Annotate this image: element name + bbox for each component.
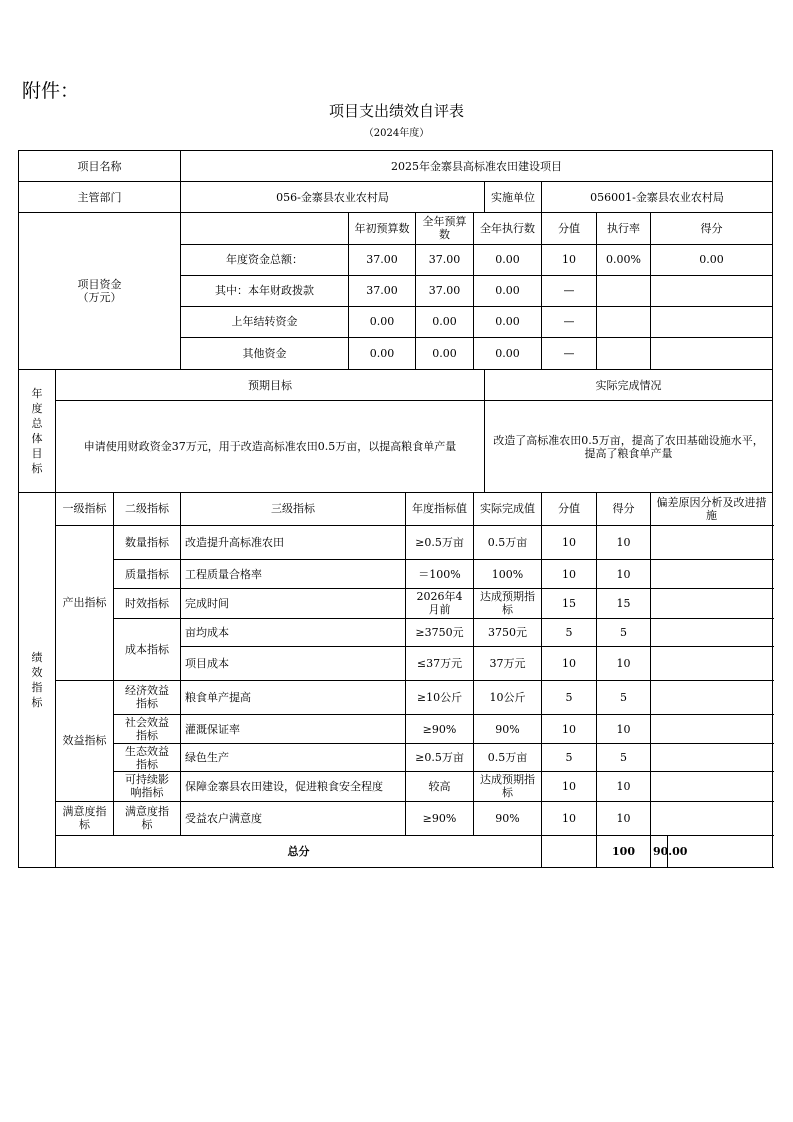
indicator-row [19,618,773,646]
funds-header-initial: 年初预算数 [349,213,416,244]
subgroup-ecological: 生态效益指标 [114,744,181,772]
funds-row-initial: 37.00 [349,244,416,275]
indicator-actual: 10公斤 [474,680,542,714]
subgroup-quantity: 数量指标 [114,526,181,560]
indicator-header-row [19,492,773,525]
indicator-name: 完成时间 [181,589,406,618]
indicator-score-value: 10 [542,801,597,835]
indicator-name: 项目成本 [181,646,406,680]
subgroup-sustainable: 可持续影响指标 [114,772,181,801]
indicator-actual: 3750元 [474,618,542,646]
funds-row-annual: 0.00 [416,338,474,370]
indicator-header-level2: 二级指标 [114,492,181,525]
indicator-score-value: 10 [542,560,597,589]
indicator-name: 受益农户满意度 [181,801,406,835]
evaluation-table [18,150,773,868]
funds-row-rate [597,338,651,370]
indicator-target: ≥0.5万亩 [406,526,474,560]
indicator-deviation [651,772,773,801]
indicator-header-deviation: 偏差原因分析及改进措施 [651,492,773,525]
indicator-deviation [651,715,773,744]
funds-row-score [651,338,773,370]
indicator-target: ≤37万元 [406,646,474,680]
indicator-score: 15 [597,589,651,618]
total-score: 90.00 [651,835,668,867]
attachment-label: 附件： [22,80,80,102]
project-name-row [19,151,773,182]
subgroup-social: 社会效益指标 [114,715,181,744]
funds-row-annual: 37.00 [416,244,474,275]
indicator-score: 5 [597,744,651,772]
group-benefit: 效益指标 [56,680,114,801]
indicator-name: 改造提升高标准农田 [181,526,406,560]
indicator-actual: 100% [474,560,542,589]
subgroup-cost: 成本指标 [114,618,181,680]
project-name-label: 项目名称 [19,151,181,182]
funds-label [19,213,181,370]
indicator-deviation [651,680,773,714]
indicator-deviation [651,744,773,772]
indicator-score-value: 10 [542,715,597,744]
indicator-row [19,744,773,772]
indicator-score: 5 [597,680,651,714]
funds-row-rate [597,306,651,337]
group-satisfaction: 满意度指标 [56,801,114,835]
funds-row-score: 0.00 [651,244,773,275]
goals-header-row [19,370,773,401]
indicator-deviation [651,618,773,646]
funds-header-executed: 全年执行数 [474,213,542,244]
funds-row-executed: 0.00 [474,338,542,370]
subgroup-timeliness: 时效指标 [114,589,181,618]
total-blank [542,835,597,867]
funds-row-executed: 0.00 [474,275,542,306]
actual-completion-text: 改造了高标准农田0.5万亩，提高了农田基础设施水平，提高了粮食单产量 [485,401,773,493]
indicator-score-value: 5 [542,744,597,772]
funds-row-name: 年度资金总额： [181,244,349,275]
indicator-target: 2026年4月前 [406,589,474,618]
indicator-name: 工程质量合格率 [181,560,406,589]
funds-row-score-value: — [542,338,597,370]
indicator-deviation [651,589,773,618]
indicator-score-value: 5 [542,680,597,714]
subgroup-economic: 经济效益指标 [114,680,181,714]
indicator-row [19,680,773,714]
indicator-header-level3: 三级指标 [181,492,406,525]
indicator-actual: 达成预期指标 [474,589,542,618]
indicator-score-value: 10 [542,526,597,560]
implementing-unit-value: 056001-金寨县农业农村局 [542,182,773,213]
funds-row-score-value: 10 [542,244,597,275]
indicator-score: 10 [597,715,651,744]
funds-header-rate: 执行率 [597,213,651,244]
subgroup-quality: 质量指标 [114,560,181,589]
funds-row-score-value: — [542,275,597,306]
group-output: 产出指标 [56,526,114,681]
indicator-header-score-value: 分值 [542,492,597,525]
indicator-row [19,560,773,589]
indicator-score: 10 [597,646,651,680]
indicator-target: ＝100% [406,560,474,589]
indicator-score: 10 [597,801,651,835]
indicator-row [19,772,773,801]
department-value: 056-金寨县农业农村局 [181,182,485,213]
funds-row-executed: 0.00 [474,306,542,337]
page-subtitle: （2024年度） [363,128,430,139]
indicator-actual: 90% [474,715,542,744]
funds-row-name: 其他资金 [181,338,349,370]
indicator-name: 绿色生产 [181,744,406,772]
indicator-row [19,715,773,744]
funds-row-annual: 37.00 [416,275,474,306]
indicator-score: 5 [597,618,651,646]
funds-label-line2: （万元） [77,291,122,305]
indicator-score: 10 [597,560,651,589]
total-row [19,835,773,867]
expected-goal-header: 预期目标 [56,370,485,401]
funds-row-name: 其中：本年财政拨款 [181,275,349,306]
funds-header-score-value: 分值 [542,213,597,244]
indicator-actual: 达成预期指标 [474,772,542,801]
funds-row-initial: 0.00 [349,338,416,370]
indicator-deviation [651,801,773,835]
indicator-actual: 90% [474,801,542,835]
subgroup-satisfaction: 满意度指标 [114,801,181,835]
funds-header-annual: 全年预算数 [416,213,474,244]
funds-row-rate: 0.00% [597,244,651,275]
indicator-target: ≥10公斤 [406,680,474,714]
goals-content-row [19,401,773,493]
indicator-name: 粮食单产提高 [181,680,406,714]
indicator-header-actual: 实际完成值 [474,492,542,525]
indicator-target: ≥90% [406,801,474,835]
indicator-name: 亩均成本 [181,618,406,646]
indicator-score-value: 10 [542,772,597,801]
indicator-target: 较高 [406,772,474,801]
department-label: 主管部门 [19,182,181,213]
actual-completion-header: 实际完成情况 [485,370,773,401]
indicator-row [19,526,773,560]
indicator-deviation [651,526,773,560]
funds-row-rate [597,275,651,306]
total-label: 总分 [56,835,542,867]
indicator-score-value: 5 [542,618,597,646]
indicator-row [19,589,773,618]
funds-header-score: 得分 [651,213,773,244]
funds-row-initial: 37.00 [349,275,416,306]
funds-label-line1: 项目资金 [77,278,122,292]
indicator-deviation [651,646,773,680]
implementing-unit-label: 实施单位 [485,182,542,213]
indicator-target: ≥3750元 [406,618,474,646]
indicator-actual: 37万元 [474,646,542,680]
funds-header-blank [181,213,349,244]
annual-goals-label: 年度总体目标 [19,370,56,493]
indicator-name: 灌溉保证率 [181,715,406,744]
indicator-header-target: 年度指标值 [406,492,474,525]
funds-row-initial: 0.00 [349,306,416,337]
indicator-score-value: 10 [542,646,597,680]
indicator-target: ≥0.5万亩 [406,744,474,772]
funds-row-annual: 0.00 [416,306,474,337]
performance-indicators-label: 绩效指标 [19,492,56,867]
indicator-actual: 0.5万亩 [474,526,542,560]
page-title: 项目支出绩效自评表 [328,102,464,120]
funds-row-score-value: — [542,306,597,337]
indicator-score: 10 [597,772,651,801]
indicator-header-level1: 一级指标 [56,492,114,525]
expected-goal-text: 申请使用财政资金37万元，用于改造高标准农田0.5万亩，以提高粮食单产量 [56,401,485,493]
funds-row-score [651,306,773,337]
total-score-value: 100 [597,835,651,867]
funds-header-row [19,213,773,244]
project-name-value: 2025年金寨县高标准农田建设项目 [181,151,773,182]
indicator-score: 10 [597,526,651,560]
funds-row-name: 上年结转资金 [181,306,349,337]
funds-row-score [651,275,773,306]
department-row [19,182,773,213]
funds-row-executed: 0.00 [474,244,542,275]
indicator-score-value: 15 [542,589,597,618]
indicator-header-score: 得分 [597,492,651,525]
indicator-actual: 0.5万亩 [474,744,542,772]
indicator-deviation [651,560,773,589]
indicator-row [19,801,773,835]
indicator-name: 保障金寨县农田建设，促进粮食安全程度 [181,772,406,801]
indicator-target: ≥90% [406,715,474,744]
